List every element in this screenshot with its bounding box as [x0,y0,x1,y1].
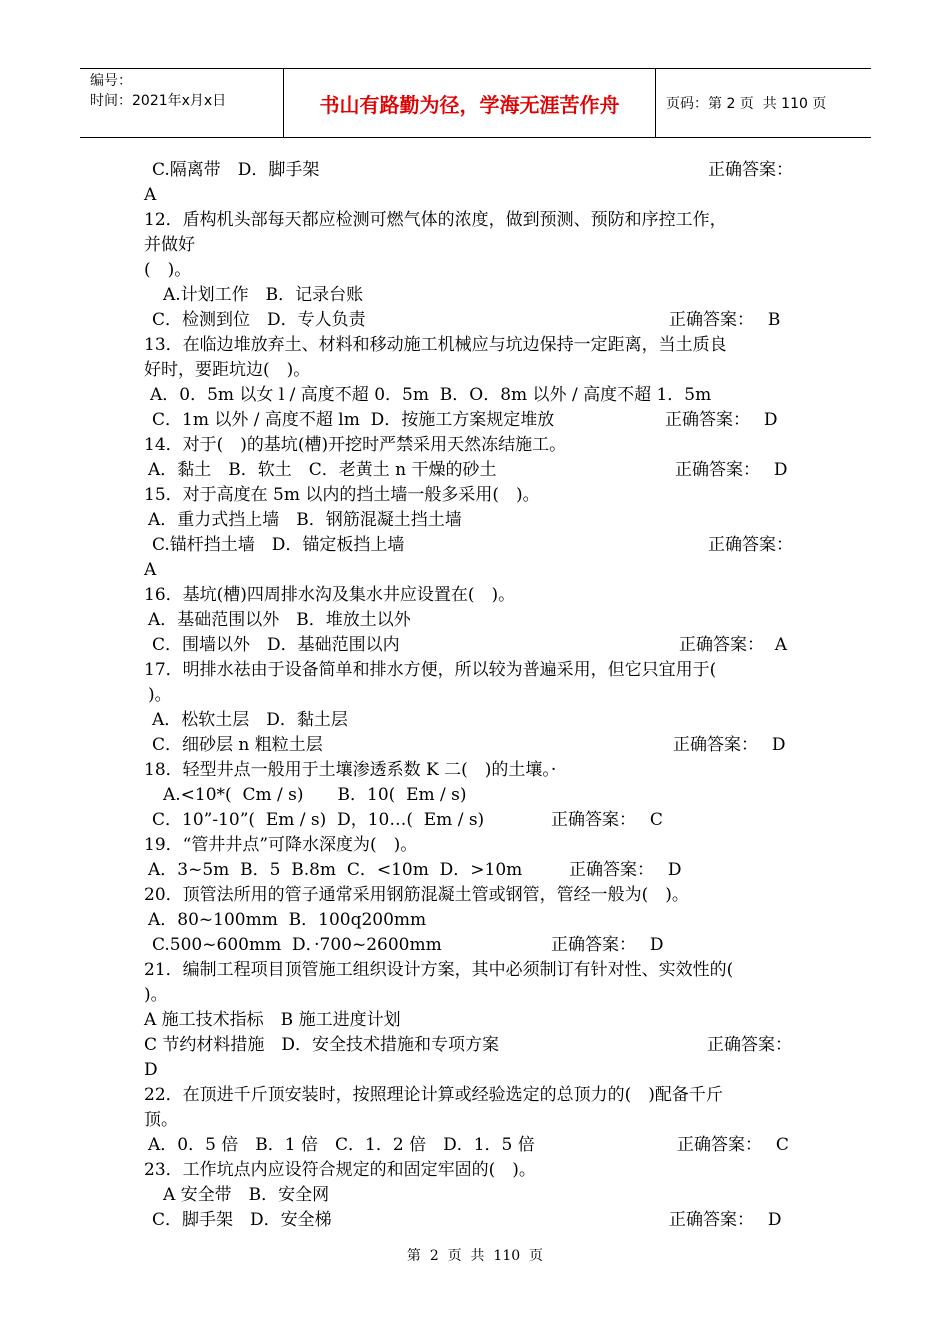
text-line: A．0．5m 以女 l / 高度不超 0．5m B．O．8m 以外 / 高度不超 1．5m [150,385,712,405]
text-line: 22．在顶进千斤顶安装时，按照理论计算或经验选定的总顶力的( )配备千斤 [144,1085,723,1105]
text-line: 13．在临边堆放弃土、材料和移动施工机械应与坑边保持一定距离，当土质良 [144,335,727,355]
text-line: 并做好 [144,235,195,255]
answer-label: 正确答案： D [669,1210,782,1230]
answer-label: 正确答案： A [679,635,788,655]
text-line: ( )。 [144,260,192,280]
text-line: C.锚杆挡土墙 D．锚定板挡上墙 [152,535,405,555]
text-line: D [144,1060,158,1080]
answer-label: 正确答案： D [673,735,786,755]
text-line: A.<10*( Cm / s) B．10( Em / s) [163,785,467,805]
page-footer: 第 2 页 共 110 页 [406,1248,544,1264]
answer-label: 正确答案： D [675,460,788,480]
answer-label: 正确答案： B [669,310,781,330]
page-code-text: 页码：第 2 页 共 110 页 [666,96,827,112]
text-line: 19．“管井井点”可降水深度为( )。 [144,835,418,855]
text-line: A.计划工作 B．记录台账 [163,285,364,305]
text-line: C 节约材料措施 D．安全技术措施和专项方案 [144,1035,500,1055]
text-line: C．细砂层 n 粗粒土层 [152,735,323,755]
answer-label: 正确答案： D [665,410,778,430]
text-line: 20．顶管法所用的管子通常采用钢筋混凝土管或钢管，管经一般为( )。 [144,885,689,905]
text-line: C．脚手架 D．安全梯 [152,1210,332,1230]
answer-label: 正确答案： D [551,935,664,955]
text-line: A．80~100mm B．100q200mm [148,910,427,930]
text-line: C．检测到位 D．专人负责 [152,310,366,330]
text-line: 23．工作坑点内应设符合规定的和固定牢固的( )。 [144,1160,536,1180]
text-line: 12．盾构机头部每天都应检测可燃气体的浓度，做到预测、预防和序控工作， [144,210,727,230]
answer-label: 正确答案： [708,160,793,180]
answer-label: 正确答案： [708,535,793,555]
text-line: A．基础范围以外 B．堆放土以外 [148,610,411,630]
text-line: 18．轻型井点一般用于土壤渗透系数 K 二( )的土壤。· [144,760,557,780]
header-meta [80,69,283,137]
text-line: )。 [144,985,168,1005]
header-motto: 书山有路勤为径，学海无涯苦作舟 [283,69,656,137]
document-number-label: 编号： [90,73,132,89]
text-line: A [144,185,157,205]
text-line: 17．明排水祛由于设备简单和排水方便，所以较为普遍采用，但它只宜用于( [144,660,717,680]
text-line: 顶。 [144,1110,178,1130]
text-line: C.隔离带 D．脚手架 [152,160,320,180]
header-page-code [656,69,871,137]
text-line: )。 [148,685,172,705]
text-line: 21．编制工程项目顶管施工组织设计方案，其中必须制订有针对性、实效性的( [144,960,734,980]
answer-label: 正确答案： [707,1035,792,1055]
text-line: A．黏土 B．软土 C．老黄土 n 干燥的砂土 [148,460,497,480]
text-line: A．3~5m B．5 B.8m C．<10m D．>10m [148,860,523,880]
text-line: A．松软土层 D．黏土层 [152,710,348,730]
page-header [80,68,871,138]
text-line: C.500~600mm D．·700~2600mm [152,935,442,955]
text-line: 15．对于高度在 5m 以内的挡土墙一般多采用( )。 [144,485,540,505]
text-line: 16．基坑(槽)四周排水沟及集水井应设置在( )。 [144,585,516,605]
text-line: 14．对于( )的基坑(槽)开挖时严禁采用天然冻结施工。 [144,435,567,455]
document-date-label: 时间：2021年x月x日 [90,93,227,109]
text-line: C．10”-10”( Em / s) D，10…( Em / s) [152,810,485,830]
text-line: 好时，要距坑边( )。 [144,360,311,380]
text-line: A．重力式挡上墙 B．钢筋混凝土挡土墙 [148,510,462,530]
text-line: A 施工技术指标 B 施工进度计划 [144,1010,401,1030]
text-line: A．0．5 倍 B．1 倍 C．1．2 倍 D．1．5 倍 [148,1135,535,1155]
text-line: A 安全带 B．安全网 [163,1185,330,1205]
text-line: C．围墙以外 D．基础范围以内 [152,635,400,655]
text-line: C．1m 以外 / 高度不超 lm D．按施工方案规定堆放 [152,410,555,430]
answer-label: 正确答案： C [677,1135,789,1155]
answer-label: 正确答案： C [551,810,663,830]
answer-label: 正确答案： D [569,860,682,880]
text-line: A [144,560,157,580]
